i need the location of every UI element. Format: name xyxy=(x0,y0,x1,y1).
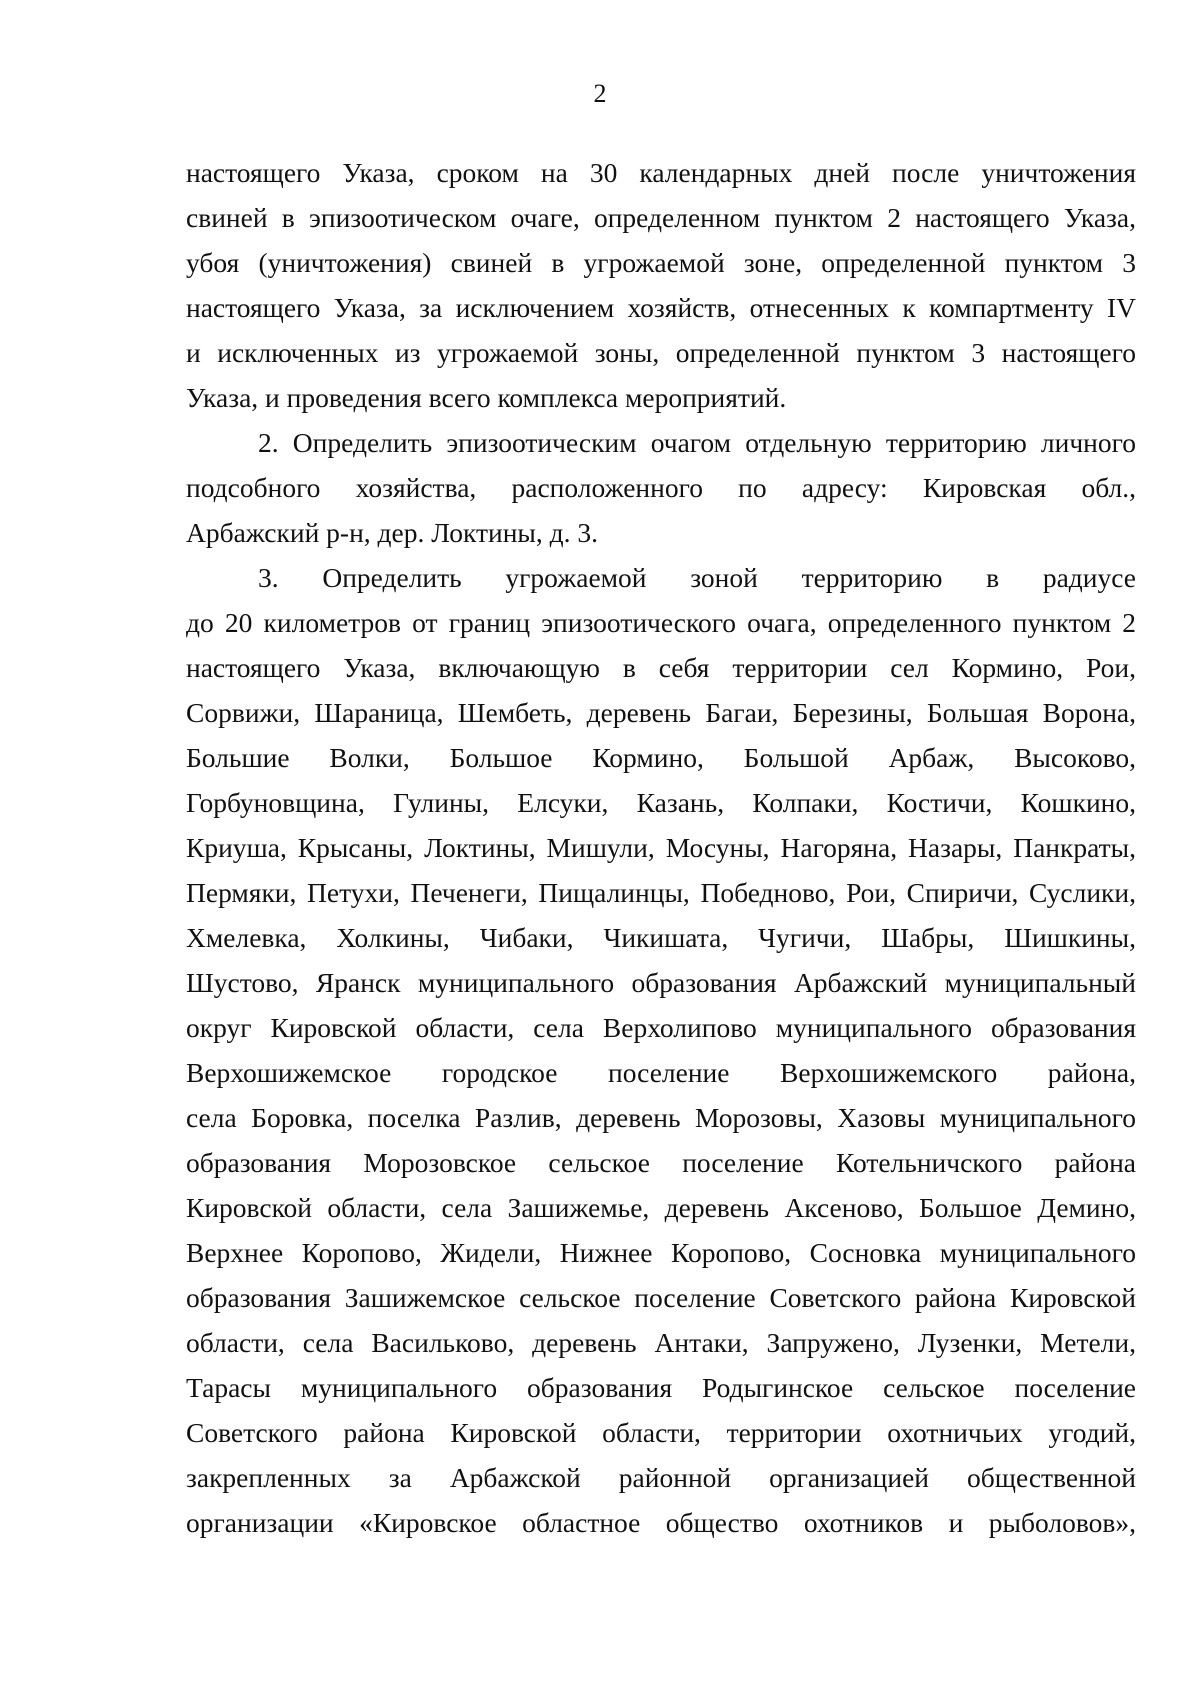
text-line: Верхнее Коропово, Жидели, Нижнее Коропово, Сосновка муниципального xyxy=(186,1237,1136,1268)
text-line: 3. Определить угрожаемой зоной территорию в радиусе xyxy=(258,562,1136,593)
text-line: свиней в эпизоотическом очаге, определенном пунктом 2 настоящего Указа, xyxy=(186,202,1136,233)
text-line: подсобного хозяйства, расположенного по адресу: Кировская обл., xyxy=(186,472,1136,503)
text-line: Большие Волки, Большое Кормино, Большой Арбаж, Высоково, xyxy=(186,742,1136,773)
text-line: настоящего Указа, включающую в себя территории сел Кормино, Рои, xyxy=(186,652,1136,683)
text-line: образования Морозовское сельское поселение Котельничского района xyxy=(186,1147,1136,1178)
document-body xyxy=(186,150,1136,1545)
text-line: села Боровка, поселка Разлив, деревень Морозовы, Хазовы муниципального xyxy=(186,1102,1136,1133)
text-line: Советского района Кировской области, территории охотничьих угодий, xyxy=(186,1417,1136,1448)
text-line: Шустово, Яранск муниципального образования Арбажский муниципальный xyxy=(186,967,1136,998)
text-line: закрепленных за Арбажской районной организацией общественной xyxy=(186,1462,1136,1493)
text-line: Сорвижи, Шараница, Шембеть, деревень Багаи, Березины, Большая Ворона, xyxy=(186,697,1136,728)
text-line: 2. Определить эпизоотическим очагом отдельную территорию личного xyxy=(258,427,1136,458)
text-line: Верхошижемское городское поселение Верхошижемского района, xyxy=(186,1057,1136,1088)
text-line: Криуша, Крысаны, Локтины, Мишули, Мосуны, Нагоряна, Назары, Панкраты, xyxy=(186,832,1136,863)
text-line: Арбажский р-н, дер. Локтины, д. 3. xyxy=(186,517,599,548)
text-line: округ Кировской области, села Верхолипово муниципального образования xyxy=(186,1012,1136,1043)
page-number: 2 xyxy=(593,79,607,108)
text-line: убоя (уничтожения) свиней в угрожаемой зоне, определенной пунктом 3 xyxy=(186,247,1136,278)
text-line: Тарасы муниципального образования Родыгинское сельское поселение xyxy=(186,1372,1136,1403)
text-line: организации «Кировское областное общество охотников и рыболовов», xyxy=(186,1507,1136,1538)
text-line: Указа, и проведения всего комплекса мероприятий. xyxy=(186,382,787,413)
text-line: Кировской области, села Зашижемье, деревень Аксеново, Большое Демино, xyxy=(186,1192,1136,1223)
text-line: настоящего Указа, сроком на 30 календарных дней после уничтожения xyxy=(186,157,1136,188)
text-line: области, села Васильково, деревень Антаки, Запружено, Лузенки, Метели, xyxy=(186,1327,1136,1358)
text-line: настоящего Указа, за исключением хозяйств, отнесенных к компартменту IV xyxy=(186,292,1136,323)
text-line: Горбуновщина, Гулины, Елсуки, Казань, Колпаки, Костичи, Кошкино, xyxy=(186,787,1136,818)
text-line: образования Зашижемское сельское поселение Советского района Кировской xyxy=(186,1282,1136,1313)
text-line: Хмелевка, Холкины, Чибаки, Чикишата, Чугичи, Шабры, Шишкины, xyxy=(186,922,1136,953)
text-line: Пермяки, Петухи, Печенеги, Пищалинцы, Победново, Рои, Спиричи, Суслики, xyxy=(186,877,1136,908)
text-line: до 20 километров от границ эпизоотического очага, определенного пунктом 2 xyxy=(186,607,1136,638)
text-line: и исключенных из угрожаемой зоны, определенной пунктом 3 настоящего xyxy=(186,337,1136,368)
